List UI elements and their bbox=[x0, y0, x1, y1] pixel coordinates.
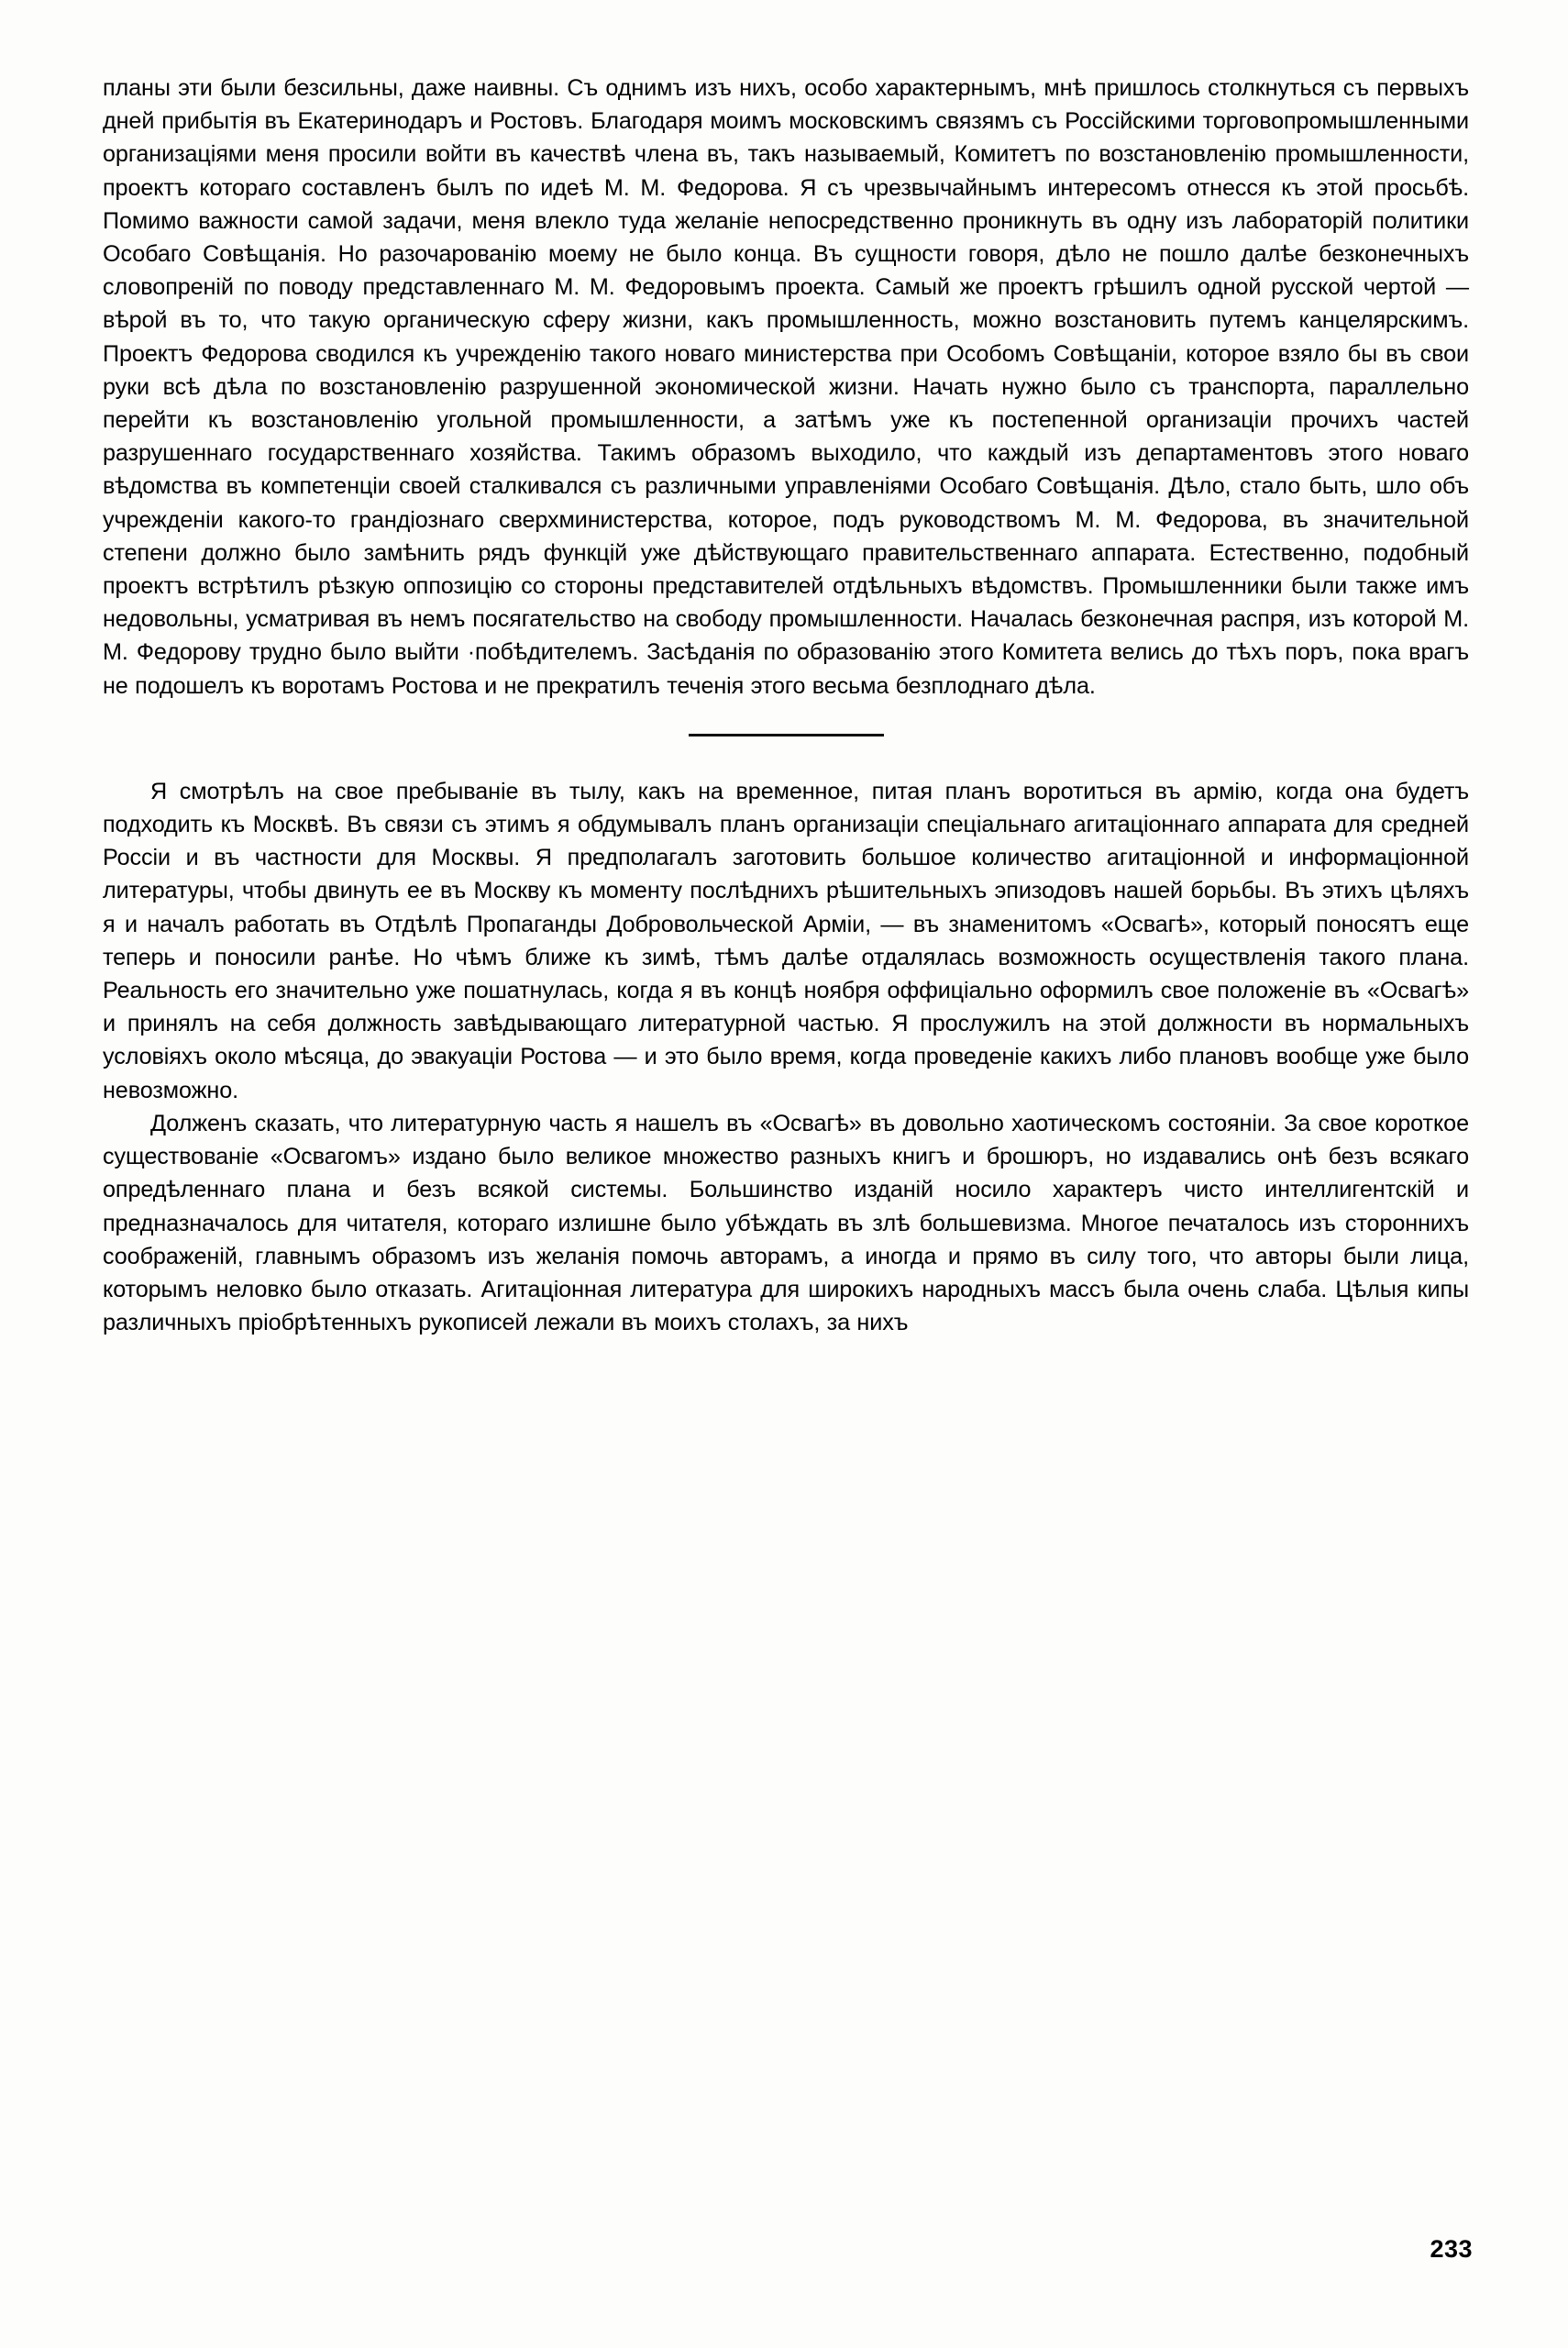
section-divider bbox=[103, 734, 1469, 737]
page-number: 233 bbox=[1430, 2235, 1473, 2263]
paragraph-block-3: Долженъ сказать, что литературную часть я нашелъ въ «Освагѣ» въ довольно хаотическомъ состояніи. За свое короткое существованіе «Освагомъ» издано было великое множество разныхъ книгъ и брошюръ, но издавались онѣ безъ всякаго опредѣленнаго плана и безъ всякой системы. Большинство изданій носило характеръ чисто интеллигентскій и предназначалось для читателя, котораго излишне было убѣждать въ злѣ большевизма. Многое печаталось изъ стороннихъ соображеній, главнымъ образомъ изъ желанія помочь авторамъ, а иногда и прямо въ силу того, что авторы были лица, которымъ неловко было отказать. Агитаціонная литература для широкихъ народныхъ массъ была очень слаба. Цѣлыя кипы различныхъ пріобрѣтенныхъ рукописей лежали въ моихъ столахъ, за нихъ bbox=[103, 1110, 1469, 1336]
paragraph-block-1: планы эти были безсильны, даже наивны. Съ однимъ изъ нихъ, особо характернымъ, мнѣ пришлось столкнуться съ первыхъ дней прибытія въ Екатеринодаръ и Ростовъ. Благодаря моимъ московскимъ связямъ съ Россійскими торговопромышленными организаціями меня просили войти въ качествѣ члена въ, такъ называемый, Комитетъ по возстановленію промышленности, проектъ котораго составленъ былъ по идеѣ М. М. Федорова. Я съ чрезвычайнымъ интересомъ отнесся къ этой просьбѣ. Помимо важности самой задачи, меня влекло туда желаніе непосредственно проникнуть въ одну изъ лабораторій политики Особаго Совѣщанія. Но разочарованію моему не было конца. Въ сущности говоря, дѣло не пошло далѣе безконечныхъ словопреній по поводу представленнаго М. М. Федоровымъ проекта. Самый же проектъ грѣшилъ одной русской чертой — вѣрой въ то, что такую органическую сферу жизни, какъ промышленность, можно возстановить путемъ канцелярскимъ. Проектъ Федорова сводился къ учрежденію такого новаго министерства при Особомъ Совѣщаніи, которое взяло бы въ свои руки всѣ дѣла по возстановленію разрушенной экономической жизни. Начать нужно было съ транспорта, параллельно перейти къ возстановленію угольной промышленности, а затѣмъ уже къ постепенной организаціи прочихъ частей разрушеннаго государственнаго хозяйства. Такимъ образомъ выходило, что каждый изъ департаментовъ этого новаго вѣдомства въ компетенціи своей сталкивался съ различными управленіями Особаго Совѣщанія. Дѣло, стало быть, шло объ учрежденіи какого-то грандіознаго сверхминистерства, которое, подъ руководствомъ М. М. Федорова, въ значительной степени должно было замѣнить рядъ функцій уже дѣйствующаго правительственнаго аппарата. Естественно, подобный проектъ встрѣтилъ рѣзкую оппозицію со стороны представителей отдѣльныхъ вѣдомствъ. Промышленники были также имъ недовольны, усматривая въ немъ посягательство на свободу промышленности. Началась безконечная распря, изъ которой М. М. Федорову трудно было выйти ·побѣдителемъ. Засѣданія по образованію этого Комитета велись до тѣхъ поръ, пока врагъ не подошелъ къ воротамъ Ростова и не прекратилъ теченія этого весьма безплоднаго дѣла. bbox=[103, 75, 1469, 699]
text-column bbox=[103, 72, 1469, 1339]
paragraph-block-2: Я смотрѣлъ на свое пребываніе въ тылу, какъ на временное, питая планъ воротиться въ армію, когда она будетъ подходить къ Москвѣ. Въ связи съ этимъ я обдумывалъ планъ организаціи спеціальнаго агитаціоннаго аппарата для средней Россіи и въ частности для Москвы. Я предполагалъ заготовить большое количество агитаціонной и информаціонной литературы, чтобы двинуть ее въ Москву къ моменту послѣднихъ рѣшительныхъ эпизодовъ нашей борьбы. Въ этихъ цѣляхъ я и началъ работать въ Отдѣлѣ Пропаганды Добровольческой Арміи, — въ знаменитомъ «Освагѣ», который поносятъ еще теперь и поносили ранѣе. Но чѣмъ ближе къ зимѣ, тѣмъ далѣе отдалялась возможность осуществленія такого плана. Реальность его значительно уже пошатнулась, когда я въ концѣ ноября оффиціально оформилъ свое положеніе въ «Освагѣ» и принялъ на себя должность завѣдывающаго литературной частью. Я прослужилъ на этой должности въ нормальныхъ условіяхъ около мѣсяца, до эвакуаціи Ростова — и это было время, когда проведеніе какихъ либо плановъ вообще уже было невозможно. bbox=[103, 778, 1469, 1103]
divider-rule bbox=[689, 734, 884, 737]
